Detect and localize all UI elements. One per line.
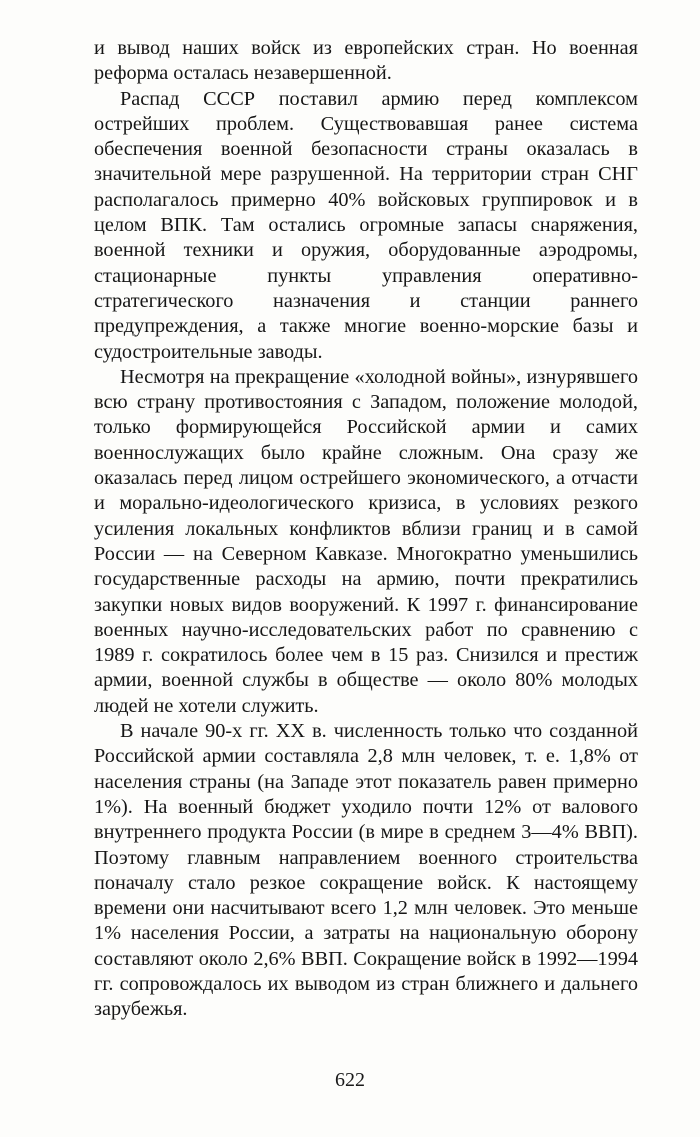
paragraph-continuation: и вывод наших войск из европейских стран. Но военная реформа осталась незавершенной.	[94, 37, 638, 85]
body-text	[94, 36, 638, 1023]
paragraph-cold-war-end: Несмотря на прекращение «холодной войны», изнурявшего всю страну противостояния с Западом, положение молодой, только формирующейся Российской армии и самих военнослужащих было крайне сложным. Она сразу же оказалась перед лицом острейшего экономического, а отчасти и морально-идеологического кризиса, в условиях резкого усиления локальных конфликтов вблизи границ и в самой России — на Северном Кавказе. Многократно уменьшились государственные расходы на армию, почти прекратились закупки новых видов вооружений. К 1997 г. финансирование военных научно-исследовательских работ по сравнению с 1989 г. сократилось более чем в 15 раз. Снизился и престиж армии, военной службы в обществе — около 80% молодых людей не хотели служить.	[94, 365, 638, 717]
paragraph-army-size: В начале 90-х гг. XX в. численность только что созданной Российской армии составляла 2,8 млн человек, т. е. 1,8% от населения страны (на Западе этот показатель равен примерно 1%). На военный бюджет уходило почти 12% от валового внутреннего продукта России (в мире в среднем 3—4% ВВП). Поэтому главным направлением военного строительства поначалу стало резкое сокращение войск. К настоящему времени они насчитывают всего 1,2 млн человек. Это меньше 1% населения России, а затраты на национальную оборону составляют около 2,6% ВВП. Сокращение войск в 1992—1994 гг. сопровождалось их выводом из стран ближнего и дальнего зарубежья.	[94, 720, 638, 1021]
page-number: 622	[335, 1069, 365, 1091]
paragraph-ussr-collapse: Распад СССР поставил армию перед комплексом острейших проблем. Существовавшая ранее система обеспечения военной безопасности страны оказалась в значительной мере разрушенной. На территории стран СНГ располагалось примерно 40% войсковых группировок и в целом ВПК. Там остались огромные запасы снаряжения, военной техники и оружия, оборудованные аэродромы, стационарные пункты управления оперативно-стратегического назначения и станции раннего предупреждения, а также многие военно-морские базы и судостроительные заводы.	[94, 87, 638, 363]
